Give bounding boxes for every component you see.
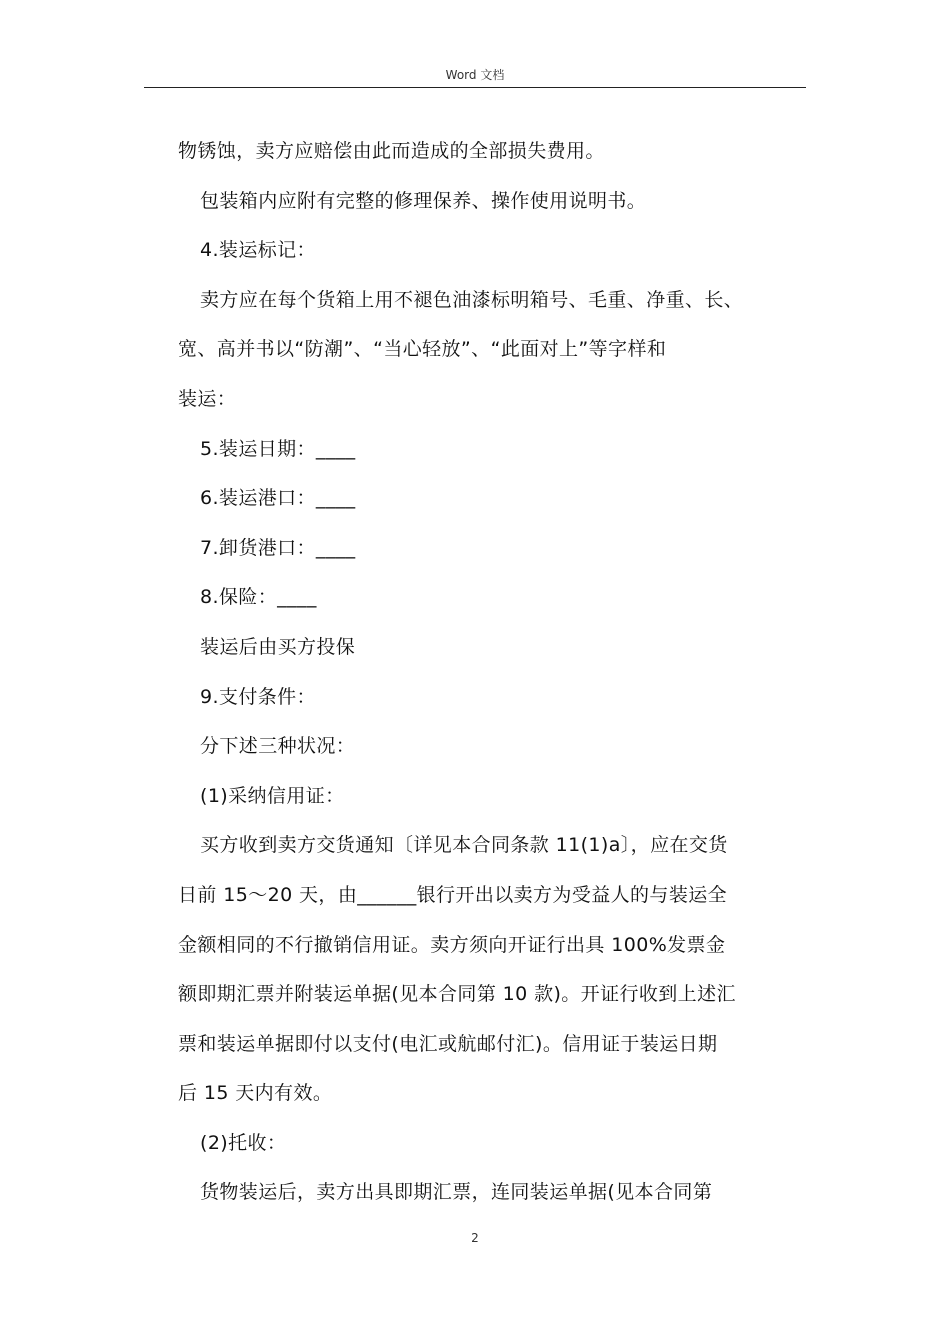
text-line: 装运后由买方投保 xyxy=(200,635,356,658)
section-heading: 4.装运标记： xyxy=(200,239,316,262)
header-divider xyxy=(144,87,806,88)
page-header: Word 文档 xyxy=(445,68,505,82)
section-heading: 6.装运港口：____ xyxy=(200,487,356,510)
text-line: 宽、高并书以“防潮”、“当心轻放”、“此面对上”等字样和 xyxy=(178,338,667,361)
subsection-heading: (1)采纳信用证： xyxy=(200,784,345,807)
text-line: 金额相同的不行撤销信用证。卖方须向开证行出具 100%发票金 xyxy=(178,933,726,956)
text-line: 货物装运后，卖方出具即期汇票，连同装运单据(见本合同第 xyxy=(200,1181,713,1204)
text-line: 卖方应在每个货箱上用不褪色油漆标明箱号、毛重、净重、长、 xyxy=(200,288,744,311)
text-line: 分下述三种状况： xyxy=(200,735,356,758)
text-line: 后 15 天内有效。 xyxy=(178,1082,333,1105)
text-line: 装运： xyxy=(178,387,237,410)
section-heading: 7.卸货港口：____ xyxy=(200,536,356,559)
text-line: 买方收到卖方交货通知〔详见本合同条款 11(1)a〕，应在交货 xyxy=(200,834,728,857)
subsection-heading: (2)托收： xyxy=(200,1131,287,1154)
text-line: 包装箱内应附有完整的修理保养、操作使用说明书。 xyxy=(200,189,647,212)
section-heading: 8.保险：____ xyxy=(200,586,317,609)
text-line: 日前 15～20 天，由______银行开出以卖方为受益人的与装运全 xyxy=(178,883,728,906)
text-line: 额即期汇票并附装运单据(见本合同第 10 款)。开证行收到上述汇 xyxy=(178,983,736,1006)
section-heading: 5.装运日期：____ xyxy=(200,437,356,460)
section-heading: 9.支付条件： xyxy=(200,685,316,708)
document-body xyxy=(178,127,818,1218)
page-number: 2 xyxy=(471,1231,479,1245)
text-line: 物锈蚀，卖方应赔偿由此而造成的全部损失费用。 xyxy=(178,140,605,162)
text-line: 票和装运单据即付以支付(电汇或航邮付汇)。信用证于装运日期 xyxy=(178,1032,718,1055)
